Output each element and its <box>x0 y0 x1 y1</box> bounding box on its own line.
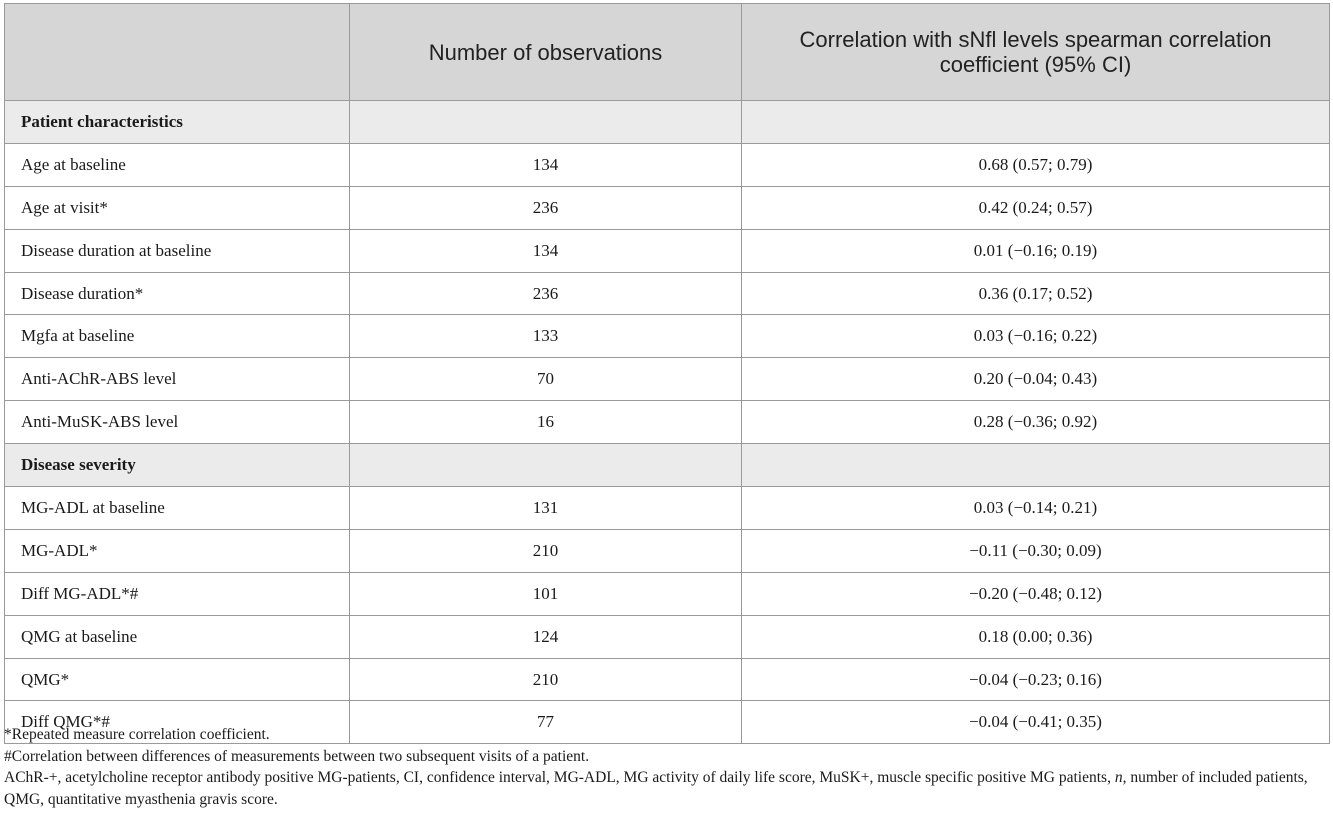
observations-cell: 124 <box>350 615 742 658</box>
abbrev-text-2: , number of included patients, QMG, quantitative myasthenia gravis score. <box>4 769 1308 808</box>
row-label: Diff QMG*# <box>5 701 350 744</box>
row-label: QMG* <box>5 658 350 701</box>
observations-cell: 236 <box>350 272 742 315</box>
row-label: Disease duration* <box>5 272 350 315</box>
row-label: MG-ADL* <box>5 529 350 572</box>
observations-cell: 131 <box>350 487 742 530</box>
table-row <box>5 572 1330 615</box>
footnote-abbreviations <box>4 767 1329 810</box>
correlation-cell: 0.03 (−0.14; 0.21) <box>742 487 1330 530</box>
table-body <box>5 101 1330 744</box>
observations-cell: 70 <box>350 358 742 401</box>
row-label: MG-ADL at baseline <box>5 487 350 530</box>
observations-cell: 16 <box>350 401 742 444</box>
correlation-cell: −0.20 (−0.48; 0.12) <box>742 572 1330 615</box>
section-header-row <box>5 444 1330 487</box>
table-row <box>5 615 1330 658</box>
correlation-cell: 0.68 (0.57; 0.79) <box>742 143 1330 186</box>
abbrev-italic-n: n <box>1114 769 1123 786</box>
row-label: Mgfa at baseline <box>5 315 350 358</box>
row-label: Anti-AChR-ABS level <box>5 358 350 401</box>
row-label: Disease duration at baseline <box>5 229 350 272</box>
observations-cell: 101 <box>350 572 742 615</box>
table-row <box>5 658 1330 701</box>
row-label: Anti-MuSK-ABS level <box>5 401 350 444</box>
correlation-cell: −0.04 (−0.23; 0.16) <box>742 658 1330 701</box>
table-row <box>5 529 1330 572</box>
observations-cell: 134 <box>350 229 742 272</box>
row-label: Diff MG-ADL*# <box>5 572 350 615</box>
observations-cell: 236 <box>350 186 742 229</box>
table-row <box>5 358 1330 401</box>
observations-cell: 134 <box>350 143 742 186</box>
row-label: Age at visit* <box>5 186 350 229</box>
table-row <box>5 229 1330 272</box>
table-row <box>5 401 1330 444</box>
table-row <box>5 143 1330 186</box>
row-label: Disease severity <box>5 444 350 487</box>
correlation-cell: 0.18 (0.00; 0.36) <box>742 615 1330 658</box>
section-header-row <box>5 101 1330 144</box>
correlation-cell: 0.20 (−0.04; 0.43) <box>742 358 1330 401</box>
correlation-cell <box>742 444 1330 487</box>
table-row <box>5 272 1330 315</box>
observations-cell: 210 <box>350 529 742 572</box>
observations-cell: 77 <box>350 701 742 744</box>
header-row <box>5 4 1330 101</box>
observations-cell: 210 <box>350 658 742 701</box>
correlation-cell: 0.36 (0.17; 0.52) <box>742 272 1330 315</box>
header-correlation: Correlation with sNfl levels spearman correlation coefficient (95% CI) <box>742 4 1330 101</box>
table-header <box>5 4 1330 101</box>
row-label: Patient characteristics <box>5 101 350 144</box>
table-row <box>5 487 1330 530</box>
correlation-cell: 0.28 (−0.36; 0.92) <box>742 401 1330 444</box>
footnote-asterisk: *Repeated measure correlation coefficient. <box>4 726 270 743</box>
correlation-table <box>4 3 1330 744</box>
row-label: QMG at baseline <box>5 615 350 658</box>
correlation-cell: 0.03 (−0.16; 0.22) <box>742 315 1330 358</box>
footnote-hash: #Correlation between differences of measurements between two subsequent visits of a patient. <box>4 747 590 765</box>
correlation-cell: −0.04 (−0.41; 0.35) <box>742 701 1330 744</box>
correlation-cell: 0.42 (0.24; 0.57) <box>742 186 1330 229</box>
abbrev-text-1: AChR-+, acetylcholine receptor antibody positive MG-patients, CI, confidence interval, MG-ADL, MG activity of daily life score, MuSK+, muscle specific positive MG patients, <box>4 769 1115 786</box>
correlation-cell <box>742 101 1330 144</box>
correlation-table-container <box>4 3 1329 744</box>
header-blank <box>5 4 350 101</box>
correlation-cell: 0.01 (−0.16; 0.19) <box>742 229 1330 272</box>
table-row <box>5 315 1330 358</box>
header-observations: Number of observations <box>350 4 742 101</box>
observations-cell: 133 <box>350 315 742 358</box>
table-footnotes <box>4 724 1329 810</box>
correlation-cell: −0.11 (−0.30; 0.09) <box>742 529 1330 572</box>
observations-cell <box>350 101 742 144</box>
table-row <box>5 186 1330 229</box>
row-label: Age at baseline <box>5 143 350 186</box>
observations-cell <box>350 444 742 487</box>
